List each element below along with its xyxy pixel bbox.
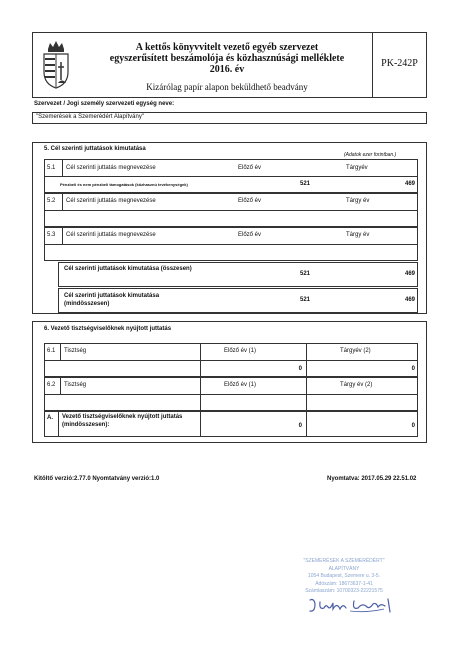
org-label: Szervezet / Jogi személy szervezeti egység neve: <box>34 101 175 107</box>
handwritten-signature <box>306 594 404 618</box>
version-info: Kitöltő verzió:2.77.0 Nyomtatvány verzió:1.0 <box>34 476 160 482</box>
form-subtitle: Kizárólag papír alapon beküldhető beadvány <box>146 82 308 92</box>
organization-stamp: "SZEMERÉSEK A SZEMERÉDÉRT" ALAPÍTVÁNY 1054 Budapest, Szemere u. 3-5. Adószám: 18673637-1-41 Számlaszám: 10700323-22221575 <box>303 558 385 594</box>
org-name: "Szemerések a Szemerédért Alapítvány" <box>36 114 144 120</box>
form-title: A kettős könyvvitelt vezető egyéb szervezet egyszerűsített beszámolója és közhasznúsági melléklete 2016. év <box>109 42 345 75</box>
section6-title: 6. Vezető tisztségviselőknek nyújtott juttatás <box>44 326 172 332</box>
form-code: PK-242P <box>381 58 418 69</box>
row-5-1-description: Pénzbeli és nem pénzbeli támogatások (közhasznú tevékenységek) <box>60 182 188 187</box>
print-date: Nyomtatva: 2017.05.29 22.51.02 <box>327 476 417 482</box>
hungarian-coat-of-arms-icon <box>39 40 73 90</box>
unit-note: (Adatok ezer forintban.) <box>344 152 397 158</box>
section5-title: 5. Cél szerinti juttatások kimutatása <box>44 146 146 152</box>
